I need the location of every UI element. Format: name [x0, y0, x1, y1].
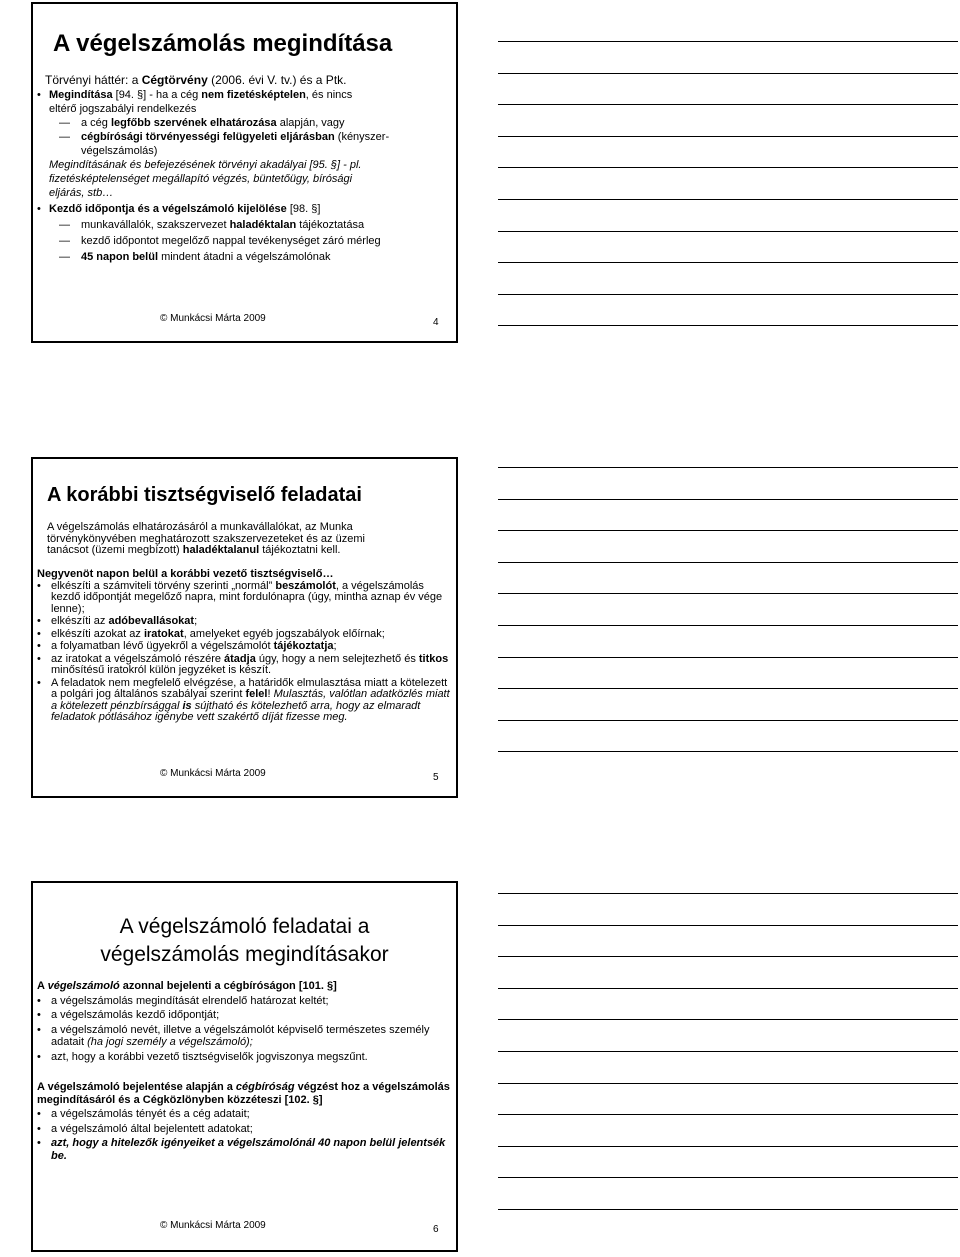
slide-title: A végelszámolás megindítása: [53, 30, 393, 57]
note-line: [498, 1114, 958, 1115]
copyright-footer: © Munkácsi Márta 2009: [160, 768, 266, 779]
note-line: [498, 1019, 958, 1020]
note-line: [498, 593, 958, 594]
intro-text: A végelszámolás elhatározásáról a munkavállalókat, az Munka törvénykönyvében meghatározott szakszervezeteket és az üzemi tanácsot (üzemi megbízott) haladéktalanul tájékoztatni kell.: [47, 521, 365, 556]
list-item: — a cég legfőbb szervének elhatározása alapján, vagy: [59, 117, 345, 129]
list-item: • A feladatok nem megfelelő elvégzése, a határidők elmulasztása miatt a kötelezett a polgári jog általános szabályai szerint felel! Mulasztás, valótlan adatközlés miatt a kötelezett pénzbírsággal is sújtható és kötelezhető arra, hogy az elmaradt feladatok pótlásához igénybe vett szakértő díját fizesse meg.: [37, 676, 450, 723]
note-line: [498, 167, 958, 168]
note-line: [498, 530, 958, 531]
list-item: • az iratokat a végelszámoló részére átadja úgy, hogy a nem selejtezhető és titkos minősítésű iratokról külön jegyzéket is készít.: [37, 652, 449, 676]
slide-body: [37, 72, 455, 264]
section-heading: A végelszámoló azonnal bejelenti a cégbíróságon [101. §]: [37, 980, 337, 992]
slide-5: [31, 457, 458, 798]
legal-background: Törvényi háttér: a Cégtörvény (2006. évi V. tv.) és a Ptk.: [45, 73, 347, 87]
obstacles-text: Megindításának és befejezésének törvényi akadályai [95. §] - pl. fizetésképtelenséget megállapító végzés, büntetőügy, bírósági eljárás, stb…: [49, 159, 362, 199]
slide-body: [37, 980, 453, 1162]
copyright-footer: © Munkácsi Márta 2009: [160, 1220, 266, 1231]
page-number: 5: [433, 772, 439, 783]
list-item: • a végelszámolás tényét és a cég adatait;: [37, 1108, 250, 1120]
note-line: [498, 294, 958, 295]
note-line: [498, 136, 958, 137]
list-item: • a folyamatban lévő ügyekről a végelszámolót tájékoztatja;: [37, 640, 337, 652]
list-item: • azt, hogy a hitelezők igényeiket a végelszámolónál 40 napon belül jelentsék be.: [37, 1137, 446, 1162]
note-line: [498, 104, 958, 105]
slide-body: [37, 522, 453, 724]
note-line: [498, 988, 958, 989]
note-line: [498, 467, 958, 468]
note-line: [498, 325, 958, 326]
note-line: [498, 262, 958, 263]
note-line: [498, 199, 958, 200]
note-line: [498, 73, 958, 74]
note-line: [498, 1146, 958, 1147]
note-line: [498, 956, 958, 957]
section-heading: A végelszámoló bejelentése alapján a cégbíróság végzést hoz a végelszámolás megindításáról és a Cégközlönyben közzéteszi [102. §]: [37, 1081, 450, 1106]
list-item: • a végelszámoló által bejelentett adatokat;: [37, 1122, 253, 1135]
note-line: [498, 41, 958, 42]
page-number: 4: [433, 317, 439, 328]
list-item: • a végelszámolás megindítását elrendelő határozat keltét;: [37, 994, 329, 1007]
list-item: — 45 napon belül mindent átadni a végelszámolónak: [59, 251, 331, 263]
list-item: • a végelszámoló nevét, illetve a végelszámolót képviselő természetes személy adatait (ha jogi személy a végelszámoló);: [37, 1023, 430, 1048]
slide-title: A végelszámoló feladatai a végelszámolás megindításakor: [100, 915, 389, 966]
slide-6: [31, 881, 458, 1252]
list-item: • Megindítása [94. §] - ha a cég nem fizetésképtelen, és nincs eltérő jogszabályi rendelkezés: [37, 89, 353, 115]
note-line: [498, 1177, 958, 1178]
section-heading: Negyvenöt napon belül a korábbi vezető tisztségviselő…: [37, 567, 334, 580]
list-item: — kezdő időpontot megelőző nappal tevékenységet záró mérleg: [59, 235, 381, 247]
note-line: [498, 657, 958, 658]
note-line: [498, 625, 958, 626]
note-line: [498, 231, 958, 232]
note-line: [498, 720, 958, 721]
list-item: • elkészíti az adóbevallásokat;: [37, 615, 198, 627]
list-item: — cégbírósági törvényességi felügyeleti eljárásban (kényszer- végelszámolás): [59, 131, 390, 157]
list-item: • a végelszámolás kezdő időpontját;: [37, 1009, 220, 1021]
note-line: [498, 688, 958, 689]
list-item: • Kezdő időpontja és a végelszámoló kijelölése [98. §]: [37, 203, 321, 215]
note-line: [498, 751, 958, 752]
slide-title: A korábbi tisztségviselő feladatai: [47, 484, 362, 506]
note-line: [498, 562, 958, 563]
note-line: [498, 925, 958, 926]
note-line: [498, 893, 958, 894]
note-line: [498, 1051, 958, 1052]
note-line: [498, 1209, 958, 1210]
list-item: • azt, hogy a korábbi vezető tisztségviselők jogviszonya megszűnt.: [37, 1050, 368, 1063]
list-item: • elkészíti a számviteli törvény szerinti „normál” beszámolót, a végelszámolás kezdő időpontját megelőző napra, mint fordulónapra (úgy, mintha aznap év vége lenne);: [37, 579, 443, 615]
copyright-footer: © Munkácsi Márta 2009: [160, 313, 266, 324]
slide-4: [31, 2, 458, 343]
list-item: • elkészíti azokat az iratokat, amelyeket egyéb jogszabályok előírnak;: [37, 627, 385, 640]
list-item: — munkavállalók, szakszervezet haladéktalan tájékoztatása: [59, 219, 365, 231]
page-number: 6: [433, 1224, 439, 1235]
note-line: [498, 499, 958, 500]
note-line: [498, 1083, 958, 1084]
